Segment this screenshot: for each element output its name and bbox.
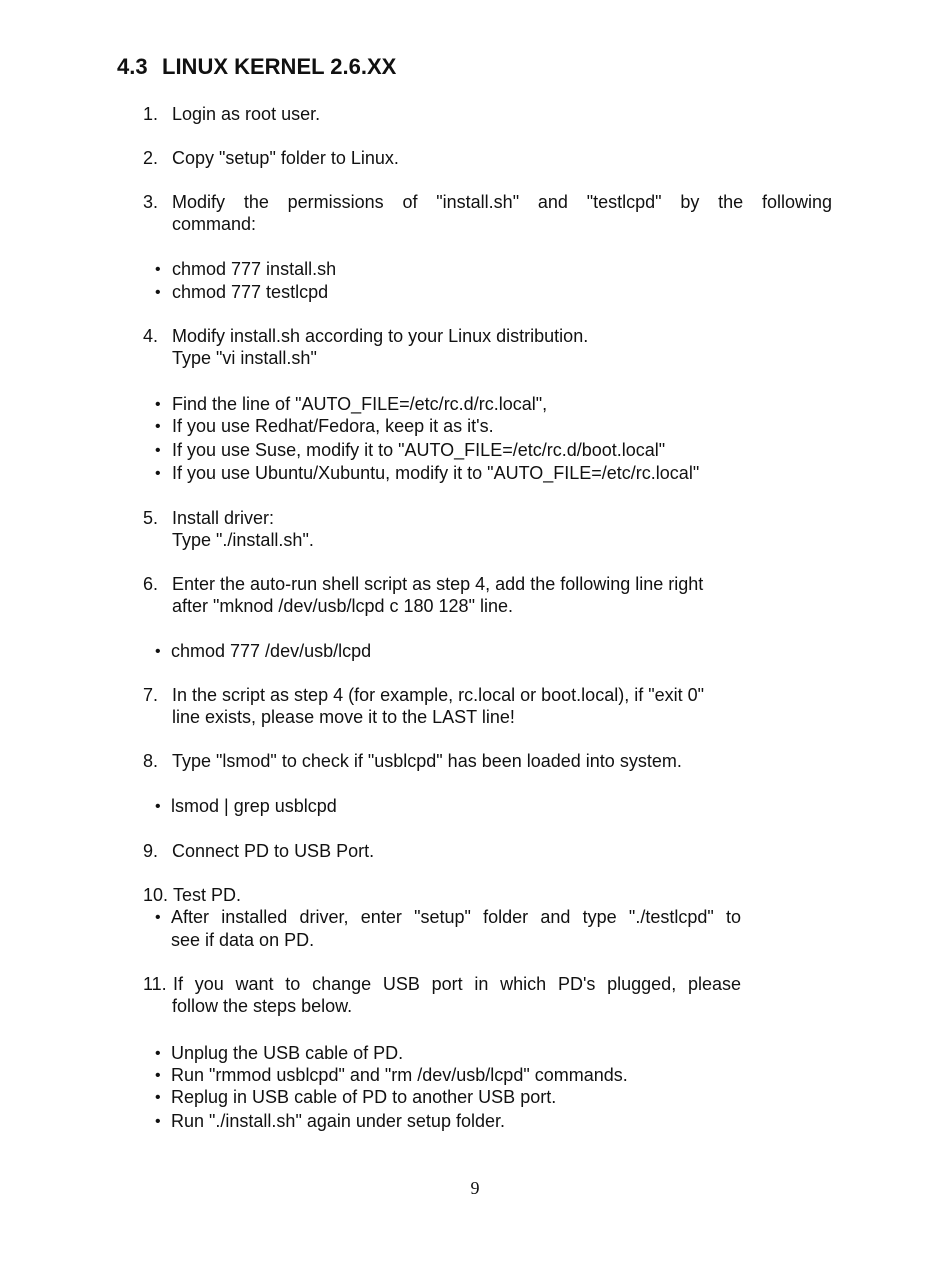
bullet-dot: • (155, 284, 161, 301)
step-text: Modify the permissions of "install.sh" and "testlcpd" by the following (172, 192, 832, 212)
bullet-item: If you use Suse, modify it to "AUTO_FILE=/etc/rc.d/boot.local" (172, 440, 666, 460)
bullet-item: If you use Redhat/Fedora, keep it as it's. (172, 416, 494, 436)
step-text: Enter the auto-run shell script as step 4, add the following line right (172, 574, 704, 594)
step-number: 1. (143, 104, 159, 124)
bullet-item: chmod 777 /dev/usb/lcpd (171, 641, 372, 661)
step-text: after "mknod /dev/usb/lcpd c 180 128" line. (172, 596, 513, 616)
step-text: Login as root user. (172, 104, 321, 124)
step-number: 5. (143, 508, 159, 528)
step-number: 8. (143, 751, 159, 771)
step-text: Copy "setup" folder to Linux. (172, 148, 399, 168)
step-text: Connect PD to USB Port. (172, 841, 375, 861)
bullet-item: see if data on PD. (171, 930, 315, 950)
bullet-dot: • (155, 442, 161, 459)
bullet-item: Run "./install.sh" again under setup folder. (171, 1111, 505, 1131)
section-heading (117, 54, 396, 80)
step-number: 10. (143, 885, 169, 905)
step-text: command: (172, 214, 257, 234)
step-number: 4. (143, 326, 159, 346)
bullet-item: chmod 777 testlcpd (172, 282, 329, 302)
step-number: 2. (143, 148, 159, 168)
bullet-dot: • (155, 1067, 161, 1084)
step-number: 9. (143, 841, 159, 861)
section-title: LINUX KERNEL 2.6.XX (162, 54, 397, 79)
step-number: 11. (143, 974, 167, 994)
step-text: line exists, please move it to the LAST line! (172, 707, 515, 727)
step-text: Type "./install.sh". (172, 530, 314, 550)
section-number: 4.3 (117, 54, 148, 79)
step-number: 7. (143, 685, 159, 705)
bullet-item: Replug in USB cable of PD to another USB port. (171, 1087, 557, 1107)
step-text: Install driver: (172, 508, 275, 528)
step-text: follow the steps below. (172, 996, 353, 1016)
step-text: Modify install.sh according to your Linux distribution. (172, 326, 589, 346)
bullet-item: Find the line of "AUTO_FILE=/etc/rc.d/rc.local", (172, 394, 548, 414)
step-text: Test PD. (173, 885, 242, 905)
step-text: Type "vi install.sh" (172, 348, 317, 368)
bullet-item: If you use Ubuntu/Xubuntu, modify it to "AUTO_FILE=/etc/rc.local" (172, 463, 700, 483)
bullet-dot: • (155, 1113, 161, 1130)
bullet-item: lsmod | grep usblcpd (171, 796, 337, 816)
step-number: 6. (143, 574, 159, 594)
step-text: Type "lsmod" to check if "usblcpd" has been loaded into system. (172, 751, 682, 771)
bullet-item: Run "rmmod usblcpd" and "rm /dev/usb/lcpd" commands. (171, 1065, 628, 1085)
bullet-dot: • (155, 1089, 161, 1106)
bullet-dot: • (155, 418, 161, 435)
bullet-dot: • (155, 261, 161, 278)
step-text: In the script as step 4 (for example, rc.local or boot.local), if "exit 0" (172, 685, 705, 705)
bullet-item: Unplug the USB cable of PD. (171, 1043, 404, 1063)
bullet-item: After installed driver, enter "setup" folder and type "./testlcpd" to (171, 907, 741, 927)
bullet-item: chmod 777 install.sh (172, 259, 337, 279)
step-text: If you want to change USB port in which PD's plugged, please (173, 974, 741, 994)
bullet-dot: • (155, 909, 161, 926)
bullet-dot: • (155, 643, 161, 660)
bullet-dot: • (155, 798, 161, 815)
page-number: 9 (470, 1178, 480, 1198)
bullet-dot: • (155, 1045, 161, 1062)
bullet-dot: • (155, 465, 161, 482)
step-number: 3. (143, 192, 159, 212)
bullet-dot: • (155, 396, 161, 413)
